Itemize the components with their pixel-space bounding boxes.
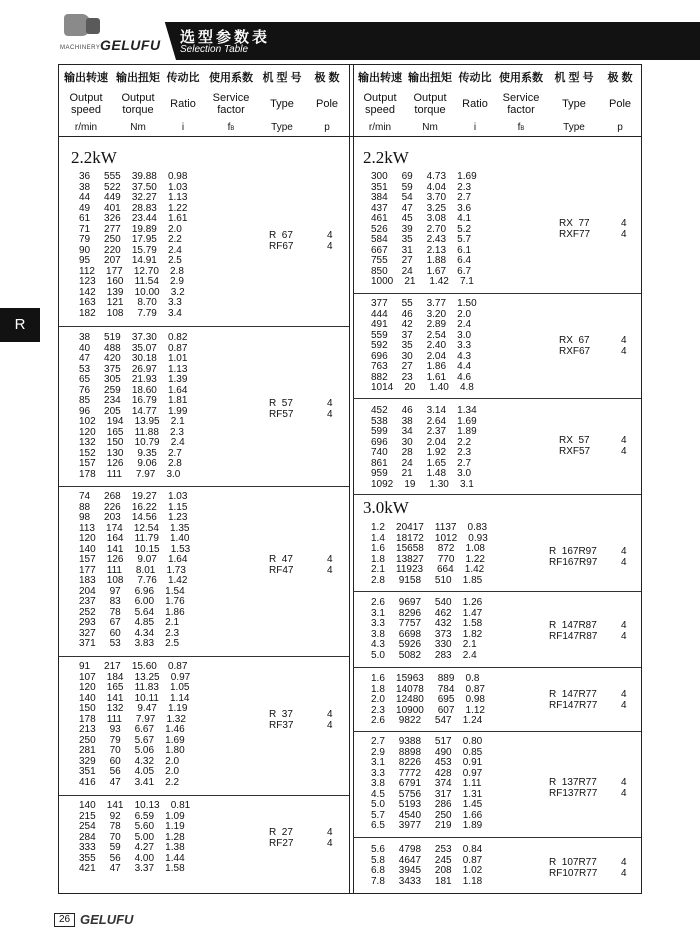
hdr-factor-en-r: Service [502,92,540,104]
data-rows-rx67: 377 55 3.77 1.50 444 46 3.20 2.0 491 42 2.89 2.4 559 37 2.54 3.0 592 35 2.40 3.3 696 30 2.04 4.3 763 27 1.86 4.4 882 23 1.61 4.6 1014 20 1.40 4.8 [371,298,477,393]
unit-factor-r: fB [517,122,525,133]
unit-pole: p [324,122,330,133]
hdr-ratio-cn: 传动比 [166,72,200,84]
hdr-pole-en: Pole [315,98,339,110]
hdr-speed-cn: 输出转速 [64,72,108,84]
page-title-cn: 选型参数表 [180,29,271,46]
data-rows-r107r77: 5.6 4798 253 0.84 5.8 4647 245 0.87 6.8 3945 208 1.02 7.8 3433 181 1.18 [371,844,483,887]
hdr-torque-en: Output [121,92,155,104]
pole-r147r77: 4 4 [621,689,627,711]
data-rows-r147r77: 1.6 15963 889 0.8 1.8 14078 784 0.87 2.0 12480 695 0.98 2.3 10900 607 1.12 2.6 9822 547 1.24 [371,673,485,726]
pole-r57: 4 4 [327,398,333,420]
hdr-pole-en-r: Pole [608,98,632,110]
hdr-torque-en2-r: torque [414,104,446,116]
data-rows-r167r97: 1.2 20417 1137 0.83 1.4 18172 1012 0.93 1.6 15658 872 1.08 1.8 13827 770 1.22 2.1 11923 664 1.42 2.8 9158 510 1.85 [371,522,488,586]
unit-torque: Nm [130,122,146,133]
hdr-factor-en2-r: factor [507,104,535,116]
pole-r67: 4 4 [327,230,333,252]
type-r147r77: R 147R77 RF147R77 [549,689,598,711]
type-rx77: RX 77 RXF77 [559,218,591,240]
data-rows-r37: 91 217 15.60 0.87 107 184 13.25 0.97 120 165 11.83 1.05 140 141 10.11 1.14 150 132 9.47 1.19 178 111 7.97 1.32 213 93 6.67 1.46 250 79 5.67 1.69 281 70 5.06 1.80 329 60 4.32 2.0 351 56 4.05 2.0 416 47 3.41 2.2 [79,661,191,788]
hdr-torque-cn-r: 输出扭矩 [408,72,452,84]
data-rows-r147r87: 2.6 9697 540 1.26 3.1 8296 462 1.47 3.3 7757 432 1.58 3.8 6698 373 1.82 4.3 5926 330 2.1 5.0 5082 283 2.4 [371,597,483,661]
footer-brand: GELUFU [80,912,134,927]
unit-speed: r/min [74,122,98,133]
hdr-factor-cn-r: 使用系数 [499,72,543,84]
type-r27: R 27 RF27 [269,827,294,849]
section-tab: R [0,308,40,342]
data-rows-r67: 36 555 39.88 0.98 38 522 37.50 1.03 44 449 32.27 1.13 49 401 28.83 1.22 61 326 23.44 1.61 71 277 19.89 2.0 79 250 17.95 2.2 90 220 15.79 2.4 95 207 14.91 2.5 112 177 12.70 2.8 123 160 11.54 2.9 142 139 10.00 3.2 163 121 8.70 3.3 182 108 7.79 3.4 [79,171,188,319]
power-heading-right-b: 3.0kW [363,498,409,517]
pole-rx57: 4 4 [621,435,627,457]
unit-torque-r: Nm [422,122,438,133]
machinery-label: MACHINERY [60,45,101,51]
data-rows-r27: 140 141 10.13 0.81 215 92 6.59 1.09 254 78 5.60 1.19 284 70 5.00 1.28 333 59 4.27 1.38 355 56 4.00 1.44 421 47 3.37 1.58 [79,800,191,874]
hdr-speed-en-r: Output [363,92,397,104]
unit-type-r: Type [563,122,585,133]
hdr-type-cn-r: 机 型 号 [554,72,594,84]
pole-r107r77: 4 4 [621,857,627,879]
unit-factor: fB [227,122,235,133]
power-heading-right-a: 2.2kW [363,148,409,167]
type-rx67: RX 67 RXF67 [559,335,591,357]
unit-type: Type [271,122,293,133]
type-r57: R 57 RF57 [269,398,294,420]
hdr-pole-cn: 极 数 [314,72,340,84]
hdr-pole-cn-r: 极 数 [607,72,633,84]
pole-r137r77: 4 4 [621,777,627,799]
type-r167r97: R 167R97 RF167R97 [549,546,598,568]
hdr-type-en-r: Type [562,98,586,110]
type-rx57: RX 57 RXF57 [559,435,591,457]
data-rows-r137r77: 2.7 9388 517 0.80 2.9 8898 490 0.85 3.1 8226 453 0.91 3.3 7772 428 0.97 3.8 6791 374 1.11 4.5 5756 317 1.31 5.0 5193 286 1.45 5.7 4540 250 1.66 6.5 3977 219 1.89 [371,736,483,831]
pole-r37: 4 4 [327,709,333,731]
selection-table [58,64,642,894]
type-r147r87: R 147R87 RF147R87 [549,620,598,642]
type-r107r77: R 107R77 RF107R77 [549,857,598,879]
hdr-speed-en2: speed [71,104,101,116]
hdr-speed-en2-r: speed [365,104,395,116]
hdr-type-en: Type [270,98,294,110]
hdr-torque-en2: torque [122,104,154,116]
unit-speed-r: r/min [368,122,392,133]
hdr-torque-cn: 输出扭矩 [116,72,160,84]
pole-r147r87: 4 4 [621,620,627,642]
page-number: 26 [54,913,75,927]
data-rows-rx77: 300 69 4.73 1.69 351 59 4.04 2.3 384 54 3.70 2.7 437 47 3.25 3.6 461 45 3.08 4.1 526 39 2.70 5.2 584 35 2.43 5.7 667 31 2.13 6.1 755 27 1.88 6.4 850 24 1.67 6.7 1000 21 1.42 7.1 [371,171,477,287]
data-rows-r47: 74 268 19.27 1.03 88 226 16.22 1.15 98 203 14.56 1.23 113 174 12.54 1.35 120 164 11.79 1.40 140 141 10.15 1.53 157 126 9.07 1.64 177 111 8.01 1.73 183 108 7.76 1.42 204 97 6.96 1.54 237 83 6.00 1.76 252 78 5.64 1.86 293 67 4.85 2.1 327 60 4.34 2.3 371 53 3.83 2.5 [79,491,191,649]
data-rows-rx57: 452 46 3.14 1.34 538 38 2.64 1.69 599 34 2.37 1.89 696 30 2.04 2.2 740 28 1.92 2.3 861 24 1.65 2.7 959 21 1.48 3.0 1092 19 1.30 3.1 [371,405,477,490]
gearbox-icon [86,18,100,34]
hdr-speed-en: Output [69,92,103,104]
hdr-type-cn: 机 型 号 [262,72,302,84]
page-title-en: Selection Table [180,44,249,55]
unit-ratio-r: i [473,122,477,133]
type-r67: R 67 RF67 [269,230,294,252]
pole-r47: 4 4 [327,554,333,576]
hdr-factor-cn: 使用系数 [209,72,253,84]
hdr-speed-cn-r: 输出转速 [358,72,402,84]
type-r47: R 47 RF47 [269,554,294,576]
brand-logo: GELUFU [100,37,161,53]
hdr-ratio-en: Ratio [170,98,196,110]
pole-rx77: 4 4 [621,218,627,240]
type-r37: R 37 RF37 [269,709,294,731]
pole-r27: 4 4 [327,827,333,849]
hdr-ratio-cn-r: 传动比 [458,72,492,84]
power-heading-left: 2.2kW [71,148,117,167]
hdr-ratio-en-r: Ratio [462,98,488,110]
unit-ratio: i [181,122,185,133]
hdr-torque-en-r: Output [413,92,447,104]
hdr-factor-en2: factor [217,104,245,116]
data-rows-r57: 38 519 37.30 0.82 40 488 35.07 0.87 47 420 30.18 1.01 53 375 26.97 1.13 65 305 21.93 1.39 76 259 18.60 1.64 85 234 16.79 1.81 96 205 14.77 1.99 102 194 13.95 2.1 120 165 11.88 2.3 132 150 10.79 2.4 152 130 9.35 2.7 157 126 9.06 2.8 178 111 7.97 3.0 [79,332,188,480]
pole-r167r97: 4 4 [621,546,627,568]
pole-rx67: 4 4 [621,335,627,357]
hdr-factor-en: Service [212,92,250,104]
unit-pole-r: p [617,122,623,133]
type-r137r77: R 137R77 RF137R77 [549,777,598,799]
